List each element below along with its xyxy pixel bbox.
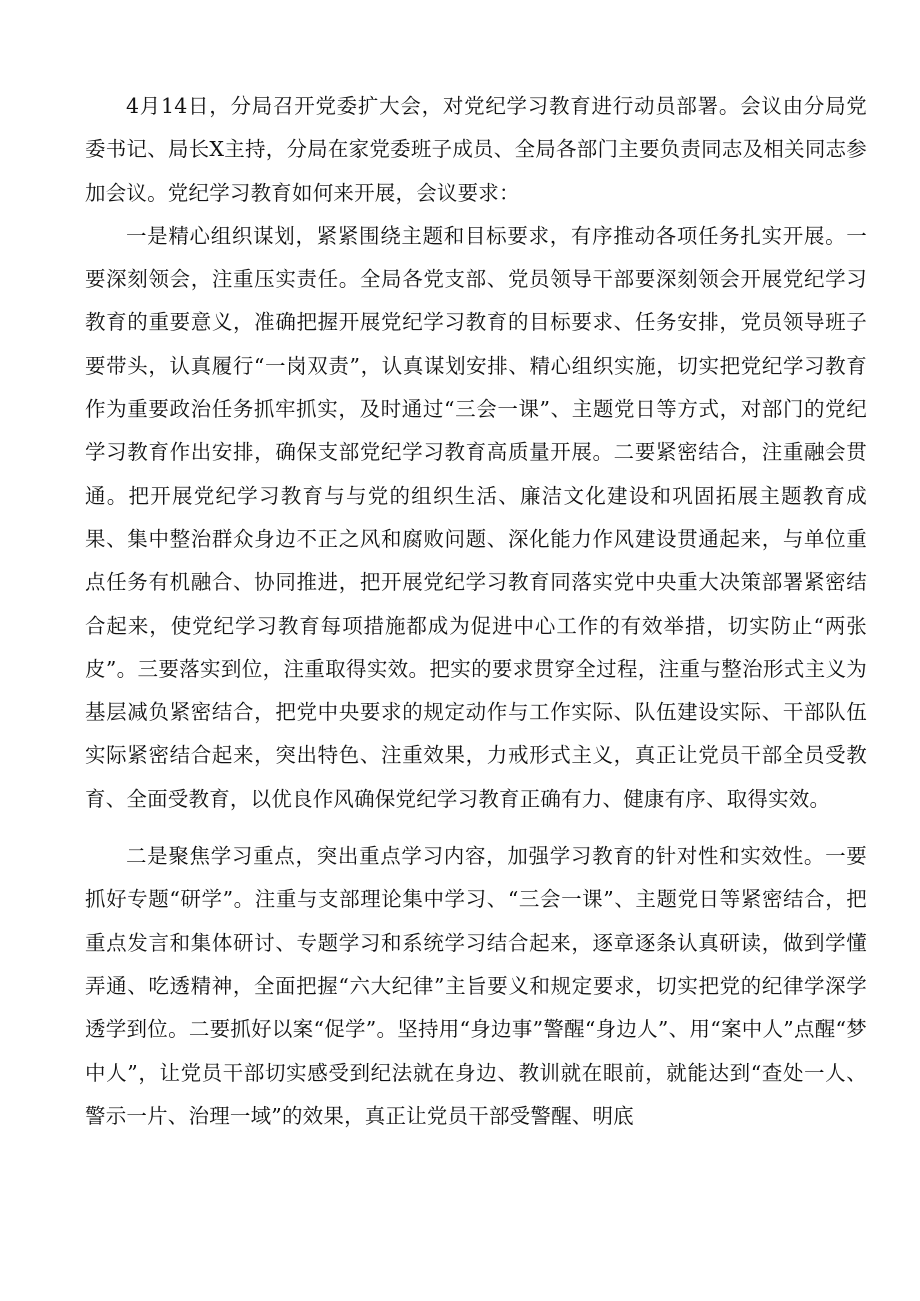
paragraph-point-two: 二是聚焦学习重点，突出重点学习内容，加强学习教育的针对性和实效性。一要抓好专题“研学”。注重与支部理论集中学习、“三会一课”、主题党日等紧密结合，把重点发言和集体研讨、专题学习和系统学习结合起来，逐章逐条认真研读，做到学懂弄通、吃透精神，全面把握“六大纪律”主旨要义和规定要求，切实把党的纪律学深学透学到位。二要抓好以案“促学”。坚持用“身边事”警醒“身边人”、用“案中人”点醒“梦中人”，让党员干部切实感受到纪法就在身边、教训就在眼前，就能达到“查处一人、警示一片、治理一域”的效果，真正让党员干部受警醒、明底 xyxy=(85,844,867,1128)
paragraph-meeting-intro: 4月14日，分局召开党委扩大会，对党纪学习教育进行动员部署。会议由分局党委书记、局长X主持，分局在家党委班子成员、全局各部门主要负责同志及相关同志参加会议。党纪学习教育如何来开展，会议要求： xyxy=(85,94,867,205)
paragraph-point-one: 一是精心组织谋划，紧紧围绕主题和目标要求，有序推动各项任务扎实开展。一要深刻领会，注重压实责任。全局各党支部、党员领导干部要深刻领会开展党纪学习教育的重要意义，准确把握开展党纪学习教育的目标要求、任务安排，党员领导班子要带头，认真履行“一岗双责”，认真谋划安排、精心组织实施，切实把党纪学习教育作为重要政治任务抓牢抓实，及时通过“三会一课”、主题党日等方式，对部门的党纪学习教育作出安排，确保支部党纪学习教育高质量开展。二要紧密结合，注重融会贯通。把开展党纪学习教育与与党的组织生活、廉洁文化建设和巩固拓展主题教育成果、集中整治群众身边不正之风和腐败问题、深化能力作风建设贯通起来，与单位重点任务有机融合、协同推进，把开展党纪学习教育同落实党中央重大决策部署紧密结合起来，使党纪学习教育每项措施都成为促进中心工作的有效举措，切实防止“两张皮”。三要落实到位，注重取得实效。把实的要求贯穿全过程，注重与整治形式主义为基层减负紧密结合，把党中央要求的规定动作与工作实际、队伍建设实际、干部队伍实际紧密结合起来，突出特色、注重效果，力戒形式主义，真正让党员干部全员受教育、全面受教育，以优良作风确保党纪学习教育正确有力、健康有序、取得实效。 xyxy=(85,223,867,811)
document-body xyxy=(85,85,867,1138)
